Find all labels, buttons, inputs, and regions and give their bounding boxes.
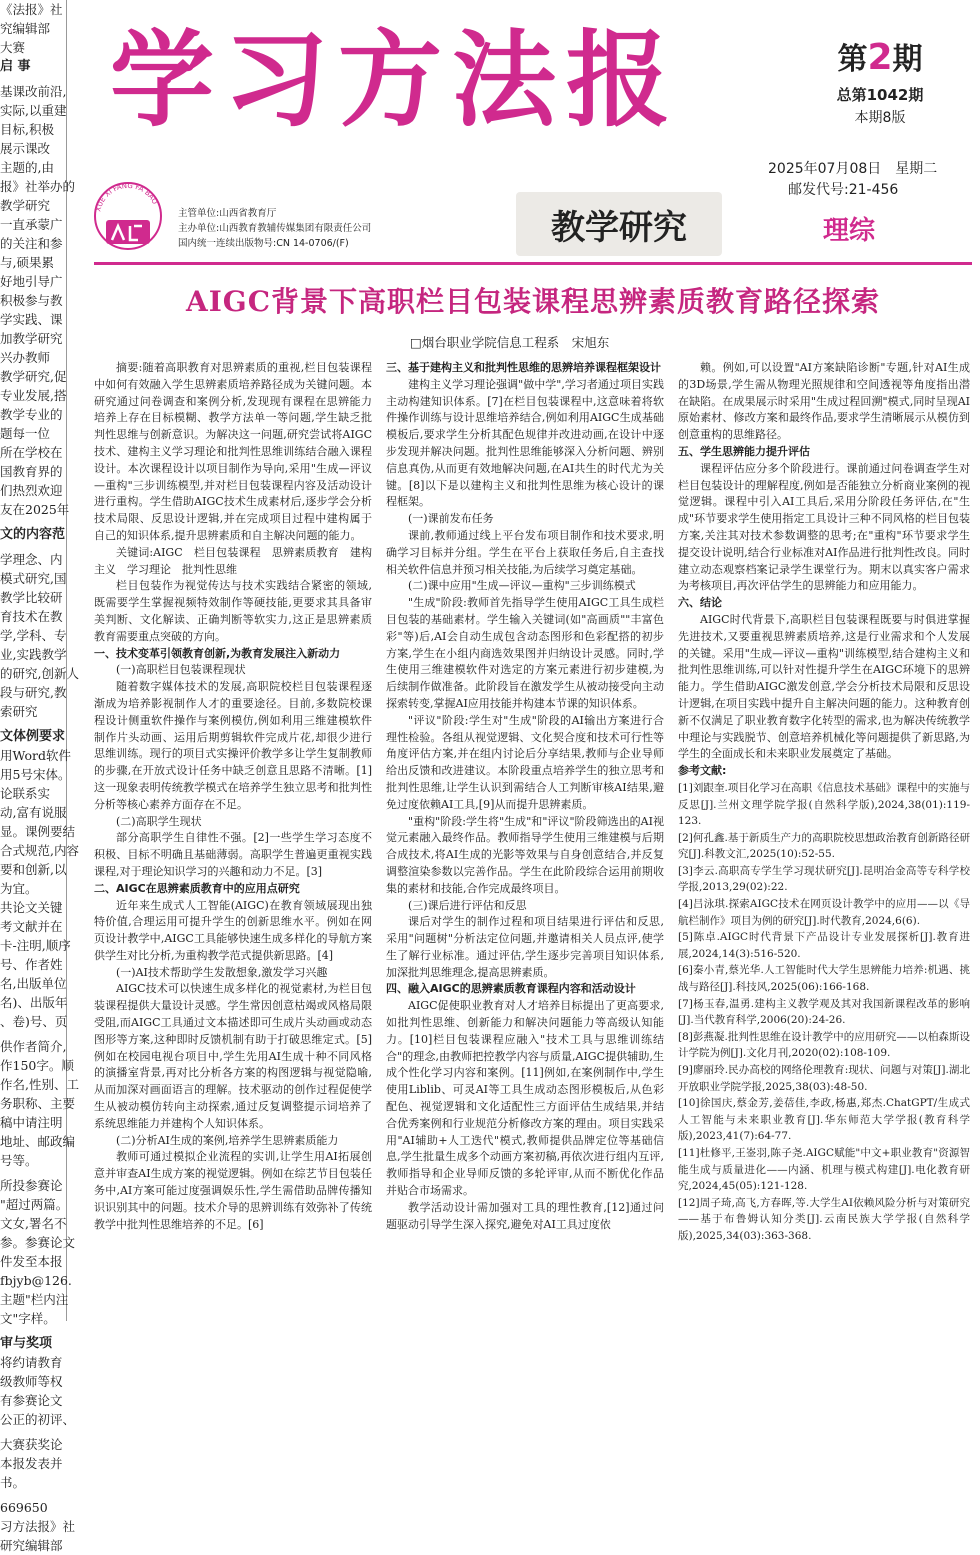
newspaper-title: 学习方法报 bbox=[110, 19, 681, 141]
subsection-heading: (一)高职栏目包装课程现状 bbox=[116, 663, 246, 677]
sliver-line: 本报发表并 bbox=[0, 1456, 63, 1471]
sliver-line: 加教学研究 bbox=[0, 331, 63, 346]
sliver-line: 学,学科、专 bbox=[0, 628, 67, 643]
paragraph: 随着数字媒体技术的发展,高职院校栏目包装课程逐渐成为培养影视制作人才的重要途径。目前,多数院校课程设计侧重软件操作与案例模仿,例如利用三维建模软件制作片头动画、运用后期剪辑软件完成片花,却很少进行思维训练。现行的项目式实操评价教学多让学生复制教师的步骤,在开放式设计任务中缺乏创意且思路不清晰。[1]这一现象表明传统教学模式在培养学生独立思考和批判性分析等核心素养方面存在不足。 bbox=[94, 680, 372, 811]
sliver-line: 基课改前沿, bbox=[0, 84, 67, 99]
reference-item: [6]秦小青,蔡光华.人工智能时代大学生思辨能力培养:机遇、挑战与路径[J].科技风,2025(06):166-168. bbox=[678, 964, 970, 994]
publish-date: 2025年07月08日 星期二 bbox=[768, 161, 938, 177]
sliver-line: 作名,性别、工 bbox=[0, 1077, 79, 1092]
sliver-line: 专业发展,搭 bbox=[0, 388, 67, 403]
subsection-heading: (一)课前发布任务 bbox=[408, 512, 494, 526]
sliver-line: 模式研究,国 bbox=[0, 571, 67, 586]
sliver-line: 共论文关键 bbox=[0, 900, 63, 915]
sliver-line: 国教育界的 bbox=[0, 464, 63, 479]
paragraph: AIGC技术可以快速生成多样化的视觉素材,为栏目包装课程提供大量设计灵感。学生常因创意枯竭或风格局限受阻,而AIGC工具通过文本描述即可生成片头动画或动态图形等方案,这种即时反馈机制有助于打破思维定式。[5]例如在校园电视台项目中,学生先用AI生成十种不同风格的演播室背景,再对比分析各方案的构图逻辑与视觉隐喻,从而加深对画面语言的理解。技术驱动的创作过程促使学生从被动模仿转向主动探索,通过反复调整提示词培养了系统思维能力并建构个人知识体系。 bbox=[94, 982, 372, 1130]
sliver-line: 显。课例要结 bbox=[0, 824, 76, 839]
sliver-line: 段与研究,教 bbox=[0, 685, 67, 700]
sliver-line: 作150字。顺 bbox=[0, 1058, 74, 1073]
sliver-line: 实际,以重建 bbox=[0, 103, 67, 118]
reference-item: [9]廖丽玲.民办高校的网络伦理教育:现状、问题与对策[J].湖北开放职业学院学报,2025,38(03):48-50. bbox=[678, 1064, 970, 1093]
postal-code: 邮发代号:21-456 bbox=[788, 182, 899, 198]
sliver-line: 供作者简介, bbox=[0, 1039, 67, 1054]
sliver-line: 书。 bbox=[0, 1475, 26, 1490]
section-heading: 参考文献: bbox=[678, 764, 727, 778]
sliver-line: 的关注和参 bbox=[0, 236, 63, 251]
reference-item: [12]周子琦,高飞,方春晖,等.大学生AI依赖风险分析与对策研究——基于布鲁姆认知分类[J].云南民族大学学报(自然科学版),2025,34(03):363-368. bbox=[678, 1196, 970, 1242]
sliver-line: 地址、邮政编 bbox=[0, 1134, 76, 1149]
section-heading: 二、AIGC在思辨素质教育中的应用点研究 bbox=[94, 881, 300, 895]
paragraph: 部分高职学生自律性不强。[2]一些学生学习态度不积极、目标不明确且基础薄弱。高职学生普遍更重视实践课程,对于理论知识学习的兴趣和动力不足。[3] bbox=[94, 831, 372, 878]
reference-item: [8]彭燕凝.批判性思维在设计教学中的应用研究——以柏森斯设计学院为例[J].文化月刊,2020(02):108-109. bbox=[678, 1030, 970, 1060]
sliver-line: 积极参与教 bbox=[0, 293, 63, 308]
sliver-line: 究编辑部 bbox=[0, 21, 51, 36]
sliver-line: 用Word软件 bbox=[0, 748, 72, 763]
sliver-line: 级教师等权 bbox=[0, 1374, 63, 1389]
paragraph: 栏目包装作为视觉传达与技术实践结合紧密的领域,既需要学生掌握视频特效制作等硬技能,更要求其具备审美判断、文化解读、正确判断等软实力,这正是思辨素质教育需要重点突破的方向。 bbox=[94, 579, 372, 643]
sliver-line: 务职称、主要 bbox=[0, 1096, 76, 1111]
reference-item: [3]李云.高职高专学生学习现状研究[J].昆明冶金高等专科学校学报,2013,29(02):22. bbox=[678, 864, 970, 894]
sliver-line: 习方法报》社 bbox=[0, 1519, 76, 1534]
masthead-rule bbox=[94, 262, 972, 265]
sliver-line: 稿中请注明 bbox=[0, 1115, 63, 1130]
paragraph: 关键词:AIGC 栏目包装课程 思辨素质教育 建构主义 学习理论 批判性思维 bbox=[94, 545, 372, 576]
sliver-line: 要和创新,以 bbox=[0, 862, 67, 877]
sliver-line: 有参赛论文 bbox=[0, 1393, 63, 1408]
paragraph: 课程评估应分多个阶段进行。课前通过问卷调查学生对栏目包装设计的理解程度,例如是否能独立分析商业案例的视觉逻辑。课程中引入AI工具后,采用分阶段任务评估,在"生成"环节要求学生使用指定工具设计三种不同风格的栏目包装方案,关注其对技术参数调整的思考;在"重构"环节要求学生提交设计说明,结合行业标准对AI作品进行批判性改良。同时建立动态观察档案记录学生课堂行为。期末以真实客户需求为考核项目,再次评估学生的思辨能力和应用能力。 bbox=[678, 461, 970, 593]
sliver-line: 将约请教育 bbox=[0, 1355, 63, 1370]
sliver-line: 的研究,创新人 bbox=[0, 666, 79, 681]
sliver-line: 合式规范,内容 bbox=[0, 843, 79, 858]
sliver-line: 育技术在教 bbox=[0, 609, 63, 624]
section-heading: 五、学生思辨能力提升评估 bbox=[678, 444, 810, 458]
sliver-line: 大赛获奖论 bbox=[0, 1437, 63, 1452]
sliver-line: 主题的,由 bbox=[0, 160, 54, 175]
paragraph: 课后对学生的制作过程和项目结果进行评估和反思,采用"问题树"分析法定位问题,并邀请相关人员点评,使学生了解行业标准。通过评估,学生逐步完善项目知识体系,加深批判思维理念,提高思辨素质。 bbox=[386, 915, 664, 979]
sliver-line: 研究编辑部 bbox=[0, 1538, 63, 1553]
sliver-line: 业,实践教学 bbox=[0, 647, 67, 662]
article-headline: AIGC背景下高职栏目包装课程思辨素质教育路径探索 bbox=[185, 285, 881, 318]
sliver-line: 号等。 bbox=[0, 1153, 38, 1168]
paragraph: 建构主义学习理论强调"做中学",学习者通过项目实践主动构建知识体系。[7]在栏目包装课程中,这意味着将软件操作训练与设计思维培养结合,例如利用AIGC生成基础模板后,要求学生分析其配色规律并改进动画,在设计中逐步发现并解决问题。批判性思维能够深入分析问题、辨别信息真伪,从而更有效地解决问题,在AI共生的时代尤为关键。[8]以下是以建构主义和批判性思维为核心设计的课程框架。 bbox=[386, 377, 664, 509]
subsection-heading: (二)高职学生现状 bbox=[116, 814, 202, 828]
sliver-line: 教学专业的 bbox=[0, 407, 63, 422]
sliver-line: 《法报》社 bbox=[0, 2, 63, 17]
sliver-line: 学理念、内 bbox=[0, 552, 63, 567]
sliver-line: 、卷)号、页 bbox=[0, 1014, 68, 1029]
total-issue: 总第1042期 bbox=[836, 86, 924, 104]
article-column-3 bbox=[678, 360, 970, 1245]
paragraph: 近年来生成式人工智能(AIGC)在教育领域展现出独特价值,合理运用可提升学生的创新思维水平。例如在网页设计教学中,AIGC工具能够快速生成多样化的导航方案供学生对比分析,为重构教学范式提供新思路。[4] bbox=[94, 898, 372, 962]
newspaper-logo bbox=[92, 176, 164, 256]
subsection-heading: (二)分析AI生成的案例,培养学生思辨素质能力 bbox=[116, 1133, 339, 1147]
reference-item: [2]何孔鑫.基于新质生产力的高职院校思想政治教育创新路径研究[J].科教文汇,2025(10):52-55. bbox=[678, 831, 970, 861]
sliver-line: 卡-注明,顺序 bbox=[0, 938, 71, 953]
reference-item: [7]杨玉春,温勇.建构主义教学观及其对我国新课程改革的影响[J].当代教育科学,2006(20):24-26. bbox=[678, 997, 970, 1027]
article-byline: □烟台职业学院信息工程系 宋旭东 bbox=[410, 335, 610, 350]
sliver-line: fbjyb@126. bbox=[0, 1273, 72, 1288]
sliver-line: 展示课改 bbox=[0, 141, 51, 156]
sliver-line: 学实践、课 bbox=[0, 312, 63, 327]
sliver-line: 名,出版单位 bbox=[0, 976, 67, 991]
sliver-line: 大赛 bbox=[0, 40, 26, 55]
sliver-line: 报》社举办的 bbox=[0, 179, 76, 194]
supervisor-unit: 主管单位:山西省教育厅 bbox=[178, 208, 277, 219]
reference-item: [1]刘跟奎.项目化学习在高职《信息技术基础》课程中的实施与反思[J].兰州文理学院学报(自然科学版),2024,38(01):119-123. bbox=[678, 781, 970, 828]
reference-item: [5]陈卓.AIGC时代背景下产品设计专业发展探析[J].教育进展,2024,14(3):516-520. bbox=[678, 931, 970, 960]
sliver-line: 教学研究,促 bbox=[0, 369, 67, 384]
publisher-info bbox=[178, 206, 371, 251]
subsection-heading: (三)课后进行评估和反思 bbox=[408, 898, 527, 912]
sliver-line: 公正的初评、 bbox=[0, 1412, 76, 1427]
sliver-line: 目标,积极 bbox=[0, 122, 54, 137]
paragraph: 教学活动设计需加强对工具的理性教育,[12]通过问题驱动引导学生深入探究,避免对AI工具过度依 bbox=[386, 1200, 664, 1231]
reference-item: [10]徐国庆,蔡金芳,姜蓓佳,李政,杨惠,郑杰.ChatGPT/生成式人工智能与未来职业教育[J].华东师范大学学报(教育科学版),2023,41(7):64-77. bbox=[678, 1097, 970, 1143]
logo-arc-text: XUE XI FANG FA BAO bbox=[94, 181, 159, 213]
section-heading: 六、结论 bbox=[678, 596, 722, 610]
paragraph: 教师可通过模拟企业流程的实训,让学生用AI拓展创意并审查AI生成方案的视觉逻辑。例如在综艺节目包装任务中,AI方案可能过度强调娱乐性,学生需借助品牌传播知识识别其中的问题。技术介导的思辨训练有效弥补了传统教学中批判性思维培养的不足。[6] bbox=[94, 1150, 372, 1231]
sliver-line: 题每一位 bbox=[0, 426, 51, 441]
subsection-heading: (二)课中应用"生成—评议—重构"三步训练模式 bbox=[408, 579, 636, 593]
sliver-line: 参。参赛论文 bbox=[0, 1235, 76, 1250]
sliver-line: 审与奖项 bbox=[0, 1336, 53, 1351]
sliver-line: 文的内容范 bbox=[0, 527, 66, 542]
sliver-line: 文女,署名不 bbox=[0, 1216, 67, 1231]
issue-number: 第2期 bbox=[837, 37, 923, 78]
sliver-line: 名)、出版年 bbox=[0, 995, 68, 1010]
section-heading: 一、技术变革引领教育创新,为教育发展注入新动力 bbox=[94, 646, 341, 660]
sliver-line: 兴办教师 bbox=[0, 350, 51, 365]
reference-item: [4]吕泳琪.探索AIGC技术在网页设计教学中的应用——以《导航栏制作》项目为例的研究[J].时代教育,2024,6(6). bbox=[678, 898, 970, 927]
issue-box bbox=[790, 34, 970, 127]
sliver-line: 为宜。 bbox=[0, 881, 38, 896]
sliver-line: 教学研究 bbox=[0, 198, 51, 213]
sliver-line: 考文献并在 bbox=[0, 919, 63, 934]
sliver-line: 主题"栏内注 bbox=[0, 1292, 69, 1307]
paragraph: "生成"阶段:教师首先指导学生使用AIGC工具生成栏目包装的基础素材。学生输入关键词(如"高画质""丰富色彩"等)后,AI会自动生成包含动态图形和色彩配搭的初步方案,学生在小组内商选效果图并归纳设计灵感。同时,学生使用三维建模软件对选定的方案元素进行初步建模,为后续制作做准备。此阶段旨在激发学生从被动接受向主动探索转变,掌握AI应用技能并构建本节课的知识体系。 bbox=[386, 596, 664, 710]
paragraph: 赖。例如,可以设置"AI方案缺陷诊断"专题,针对AI生成的3D场景,学生需从物理光照规律和空间透视等角度指出潜在缺陷。在成果展示时采用"生成过程回溯"模式,同时呈现AI原始素材、修改方案和最终作品,要求学生清晰展示从模仿到创意重构的思维路径。 bbox=[678, 361, 970, 442]
sliver-line: 文"字样。 bbox=[0, 1311, 56, 1326]
sliver-line: 论联系实 bbox=[0, 786, 51, 801]
sliver-line: 好地引导广 bbox=[0, 274, 63, 289]
sliver-line: 文体例要求 bbox=[0, 729, 66, 744]
sliver-line: 件发至本报 bbox=[0, 1254, 63, 1269]
cn-number: 国内统一连续出版物号:CN 14-0706/(F) bbox=[178, 238, 349, 249]
sliver-line: 动,富有说服 bbox=[0, 805, 67, 820]
paragraph: 课前,教师通过线上平台发布项目制作和技术要求,明确学习目标并分组。学生在平台上获取任务后,自主查找相关软件信息并预习相关技能,为后续学习奠定基础。 bbox=[386, 528, 664, 576]
sliver-line: 启 事 bbox=[0, 59, 31, 74]
paragraph: "重构"阶段:学生将"生成"和"评议"阶段筛选出的AI视觉元素融入最终作品。教师指导学生使用三维建模与后期合成技术,将AI生成的光影等效果与自身创意结合,并反复调整渲染参数以完善作品。学生在此阶段综合运用前期收集的素材和技能,合作完成最终项目。 bbox=[386, 814, 664, 895]
sliver-line: 669650 bbox=[0, 1500, 48, 1515]
sponsor-unit: 主办单位:山西教育教辅传媒集团有限责任公司 bbox=[178, 223, 372, 234]
article-column-1 bbox=[94, 360, 372, 1233]
svg-text:XUE XI FANG FA BAO bbox=[94, 182, 159, 213]
paragraph: 摘要:随着高职教育对思辨素质的重视,栏目包装课程中如何有效融入学生思辨素质培养路径成为关键问题。本研究通过问卷调查和案例分析,发现现有课程在思辨能力培养上存在目标模糊、教学方法单一等问题,学生缺乏批判性思维与创新意识。为解决这一问题,研究尝试将AIGC技术、建构主义学习理论和批判性思维训练结合融入课程设计。本次课程设计以项目制作为导向,采用"生成—评议—重构"三步训练模型,并对栏目包装课程内容及活动设计进行重构。学生借助AIGC技术生成素材后,逐步学会分析技术局限、反思设计逻辑,并在完成项目过程中建构属于自己的知识体系,提升思辨素质和自主解决问题的能力。 bbox=[94, 361, 372, 542]
sliver-line: 们热烈欢迎 bbox=[0, 483, 63, 498]
section-heading: 四、融入AIGC的思辨素质教育课程内容和活动设计 bbox=[386, 982, 636, 996]
paragraph: AIGC促使职业教育对人才培养目标提出了更高要求,如批判性思维、创新能力和解决问题能力等高级认知能力。[10]栏目包装课程应融入"技术工具与思维训练结合"的理念,由教师把控教学内容与质量,AIGC提供辅助,生成个性化学习内容和案例。[11]例如,在案例制作中,学生使用Liblib、可灵AI等工具生成动态图形模板后,从色彩配色、视觉逻辑和文化适配性三方面评估生成结果,并结合优秀案例和行业规范分析修改方案的理由。项目实践采用"AI辅助+人工迭代"模式,教师提供品牌定位等基础信息,学生批量生成多个动画方案初稿,再依次进行组内互评,教师指导和企业导师反馈的多轮评审,从而不断优化作品并贴合市场需求。 bbox=[386, 999, 664, 1198]
section-title: 教学研究 bbox=[516, 192, 722, 256]
sliver-line: 友在2025年 bbox=[0, 502, 70, 517]
sliver-line: 所投参赛论 bbox=[0, 1178, 63, 1193]
page-version: 本期8版 bbox=[854, 110, 906, 126]
sliver-line: 与,硕果累 bbox=[0, 255, 54, 270]
paragraph: "评议"阶段:学生对"生成"阶段的AI输出方案进行合理性检验。各组从视觉逻辑、文化契合度和技术可行性等角度评估方案,并在组内讨论后分享结果,教师与企业导师给出反馈和改进建议。本阶段重点培养学生的独立思考和批判性思维,让学生认识到需结合人工判断审核AI结果,避免过度依赖AI工具,[9]从而提升思辨素质。 bbox=[386, 713, 664, 811]
reference-item: [11]杜修平,王崟羽,陈子尧.AIGC赋能"中文+职业教育"资源智能生成与质量进化——内涵、机理与模式构建[J].电化教育研究,2024,45(05):121-128. bbox=[678, 1146, 970, 1193]
previous-column-sliver bbox=[0, 0, 79, 1553]
sliver-line: 教学比较研 bbox=[0, 590, 63, 605]
subsection-heading: (一)AI技术帮助学生发散想象,激发学习兴趣 bbox=[116, 965, 328, 979]
subject-label: 理综 bbox=[823, 216, 876, 246]
paragraph: AIGC时代背景下,高职栏目包装课程既要与时俱进掌握先进技术,又要重视思辨素质培养,这是行业需求和个人发展的关键。采用"生成—评议—重构"训练模型,结合建构主义和批判性思维训练,可以针对性提升学生在AIGC环境下的思辨能力。学生借助AIGC激发创意,学会分析技术局限和反思设计逻辑,在项目实践中提升自主解决问题的能力。这种教育创新不仅满足了职业教育数字化转型的需求,也为解决传统教学中理论与实践脱节、创意培养机械化等问题提供了新思路,为学生的全面成长和未来职业发展奠定了基础。 bbox=[678, 612, 970, 761]
sliver-line: 所在学校在 bbox=[0, 445, 63, 460]
sliver-line: 号、作者姓 bbox=[0, 957, 63, 972]
sliver-line: 索研究 bbox=[0, 704, 38, 719]
sliver-line: "超过两篇。 bbox=[0, 1197, 69, 1212]
sliver-line: 用5号宋体。 bbox=[0, 767, 71, 782]
article-column-2 bbox=[386, 360, 664, 1233]
section-heading: 三、基于建构主义和批判性思维的思辨培养课程框架设计 bbox=[386, 361, 661, 374]
sliver-line: 一直承蒙广 bbox=[0, 217, 63, 232]
